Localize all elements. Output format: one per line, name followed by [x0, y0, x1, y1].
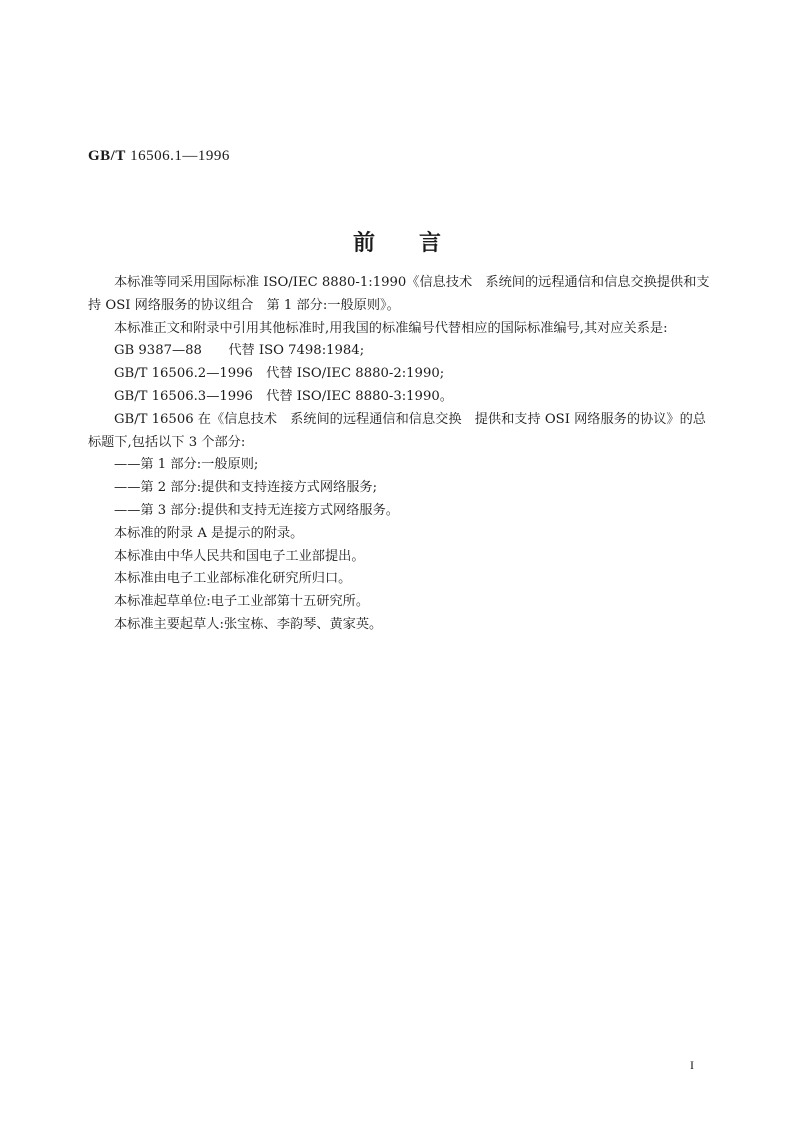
reference-item: GB 9387—88 代替 ISO 7498:1984;	[114, 343, 365, 359]
paragraph-drafters: 本标准主要起草人:张宝栋、李韵琴、黄家英。	[114, 616, 383, 632]
reference-item: GB/T 16506.3—1996 代替 ISO/IEC 8880-3:1990。	[114, 388, 453, 404]
paragraph-parts-intro: GB/T 16506 在《信息技术 系统间的远程通信和信息交换 提供和支持 OSI 网络服务的协议》的总标题下,包括以下 3 个部分:	[88, 411, 706, 450]
paragraph-drafting-unit: 本标准起草单位:电子工业部第十五研究所。	[114, 594, 370, 610]
paragraph-appendix: 本标准的附录 A 是提示的附录。	[114, 525, 304, 541]
paragraph-administrator: 本标准由电子工业部标准化研究所归口。	[114, 571, 352, 587]
paragraph-adoption: 本标准等同采用国际标准 ISO/IEC 8880-1:1990《信息技术 系统间的远程通信和信息交换提供和支持 OSI 网络服务的协议组合 第 1 部分:一般原则》。	[88, 275, 710, 313]
foreword-body	[88, 272, 710, 637]
page-number: I	[690, 1058, 694, 1072]
paragraph-references-intro: 本标准正文和附录中引用其他标准时,用我国的标准编号代替相应的国际标准编号,其对应关系是:	[114, 320, 668, 336]
page-title: 前言	[352, 231, 485, 256]
part-item: ——第 1 部分:一般原则;	[114, 457, 259, 473]
paragraph-proposer: 本标准由中华人民共和国电子工业部提出。	[114, 548, 365, 564]
document-code-number: 16506.1—1996	[125, 148, 230, 164]
document-code-prefix: GB/T	[88, 148, 126, 164]
part-item: ——第 3 部分:提供和支持无连接方式网络服务。	[114, 502, 399, 518]
document-code	[88, 148, 230, 165]
part-item: ——第 2 部分:提供和支持连接方式网络服务;	[114, 480, 378, 496]
reference-item: GB/T 16506.2—1996 代替 ISO/IEC 8880-2:1990;	[114, 366, 445, 382]
